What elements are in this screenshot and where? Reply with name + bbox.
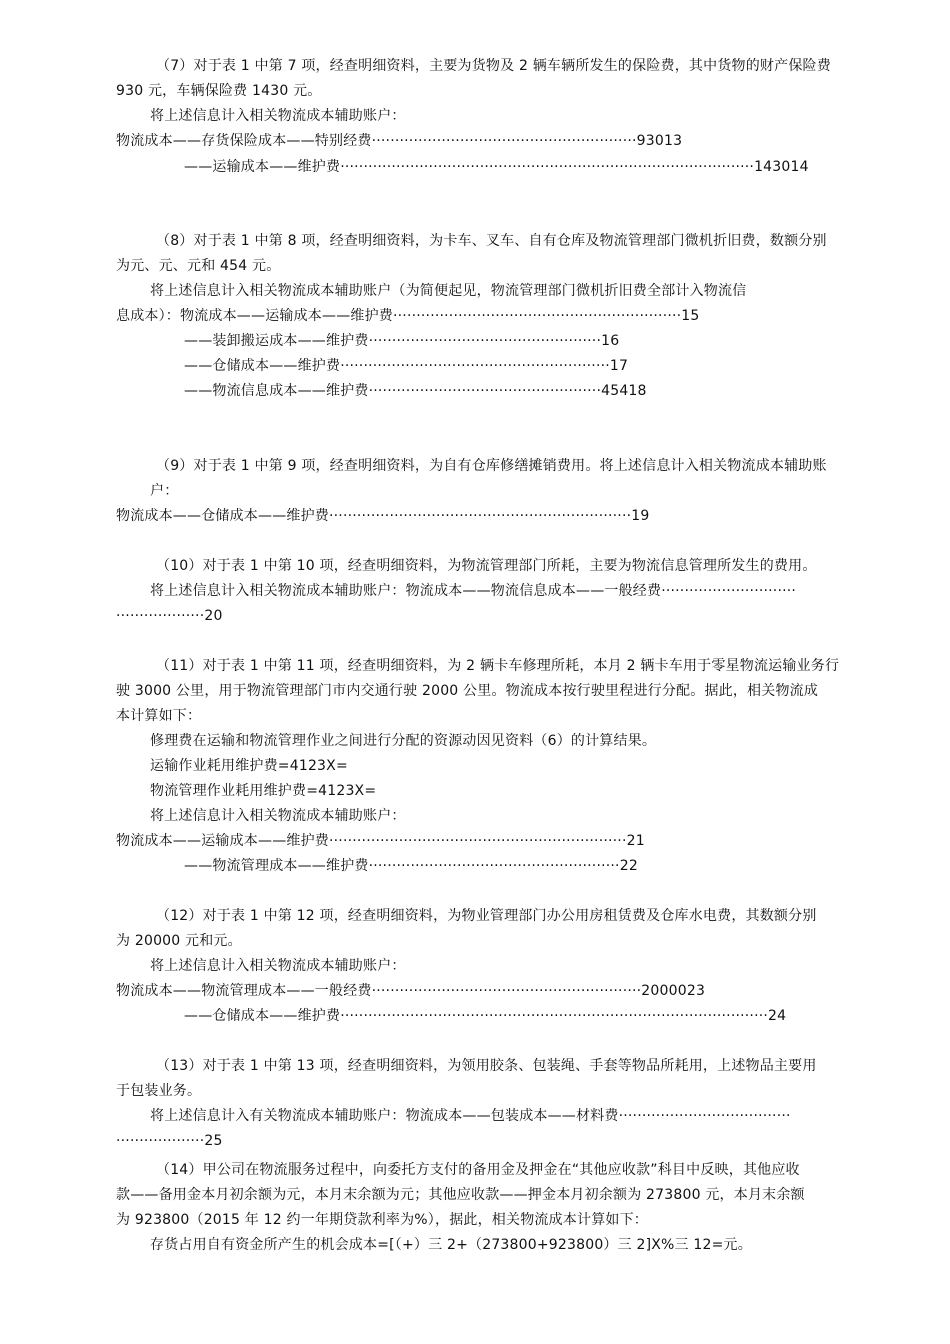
s13-para-line-4: ···················25 (116, 1133, 223, 1149)
s12-para-line-2: 为 20000 元和元。 (116, 933, 242, 949)
s11-para-line-4: 修理费在运输和物流管理作业之间进行分配的资源动因见资料（6）的计算结果。 (150, 733, 657, 749)
s8-para-line-4: 息成本）：物流成本——运输成本——维护费······························································15 (116, 308, 700, 324)
s9-para-line-2: 户： (150, 483, 179, 499)
s14-para-line-2: 款——备用金本月初余额为元，本月末余额为元；其他应收款——押金本月初余额为 273800 元，本月末余额 (116, 1187, 805, 1203)
s7-para-line-2: 930 元，车辆保险费 1430 元。 (116, 83, 322, 99)
s12-entry-1: 物流成本——物流管理成本——一般经费··························································2000023 (116, 983, 706, 999)
s9-entry-1: 物流成本——仓储成本——维护费·································································19 (116, 508, 650, 524)
s11-calc-transport: 运输作业耗用维护费=4123X= (150, 758, 348, 774)
s8-para-line-1: （8）对于表 1 中第 8 项，经查明细资料，为卡车、叉车、自有仓库及物流管理部门微机折旧费，数额分别 (156, 233, 827, 249)
s11-entry-2: ——物流管理成本——维护费······················································22 (184, 858, 638, 874)
s14-para-line-1: （14）甲公司在物流服务过程中，向委托方支付的备用金及押金在“其他应收款”科目中反映，其他应收 (156, 1162, 800, 1178)
s11-calc-management: 物流管理作业耗用维护费=4123X= (150, 783, 377, 799)
s8-entry-2: ——仓储成本——维护费··························································17 (184, 358, 629, 374)
s7-para-line-1: （7）对于表 1 中第 7 项，经查明细资料，主要为货物及 2 辆车辆所发生的保险费，其中货物的财产保险费 (156, 58, 831, 74)
s12-entry-2: ——仓储成本——维护费····························································································24 (184, 1008, 787, 1024)
s12-para-line-3: 将上述信息计入相关物流成本辅助账户： (150, 958, 406, 974)
s11-para-line-1: （11）对于表 1 中第 11 项，经查明细资料，为 2 辆卡车修理所耗，本月 2 辆卡车用于零星物流运输业务行 (156, 658, 840, 674)
s9-para-line-1: （9）对于表 1 中第 9 项，经查明细资料，为自有仓库修缮摊销费用。将上述信息计入相关物流成本辅助账 (156, 458, 827, 474)
s8-para-line-3: 将上述信息计入相关物流成本辅助账户（为简便起见，物流管理部门微机折旧费全部计入物流信 (150, 283, 747, 299)
s8-para-line-2: 为元、元、元和 454 元。 (116, 258, 281, 274)
s14-para-line-3: 为 923800（2015 年 12 约一年期贷款利率为%），据此，相关物流成本计算如下： (116, 1212, 648, 1228)
s7-entry-1: 物流成本——存货保险成本——特别经费·························································93013 (116, 133, 683, 149)
s10-para-line-3: ···················20 (116, 608, 223, 624)
s11-para-line-3: 本计算如下： (116, 708, 202, 724)
s7-entry-2: ——运输成本——维护费·························································································143014 (184, 159, 809, 175)
s10-para-line-1: （10）对于表 1 中第 10 项，经查明细资料，为物流管理部门所耗，主要为物流信息管理所发生的费用。 (156, 558, 817, 574)
s14-formula: 存货占用自有资金所产生的机会成本=[（+）三 2+（273800+923800）三 2]X%三 12=元。 (150, 1237, 752, 1253)
s10-para-line-2: 将上述信息计入相关物流成本辅助账户：物流成本——物流信息成本——一般经费····························· (150, 583, 797, 599)
s11-entry-1: 物流成本——运输成本——维护费································································21 (116, 833, 645, 849)
s11-para-line-2: 驶 3000 公里，用于物流管理部门市内交通行驶 2000 公里。物流成本按行驶里程进行分配。据此，相关物流成 (116, 683, 819, 699)
s12-para-line-1: （12）对于表 1 中第 12 项，经查明细资料，为物业管理部门办公用房租赁费及仓库水电费，其数额分别 (156, 908, 817, 924)
s13-para-line-1: （13）对于表 1 中第 13 项，经查明细资料，为领用胶条、包装绳、手套等物品所耗用，上述物品主要用 (156, 1058, 817, 1074)
s13-para-line-3: 将上述信息计入有关物流成本辅助账户：物流成本——包装成本——材料费····································· (150, 1108, 791, 1124)
s8-entry-3: ——物流信息成本——维护费··················································45418 (184, 383, 647, 399)
s13-para-line-2: 于包装业务。 (116, 1083, 202, 1099)
s11-para-line-7: 将上述信息计入相关物流成本辅助账户： (150, 808, 406, 824)
s8-entry-1: ——装卸搬运成本——维护费··················································16 (184, 333, 620, 349)
s7-para-line-3: 将上述信息计入相关物流成本辅助账户： (150, 108, 406, 124)
